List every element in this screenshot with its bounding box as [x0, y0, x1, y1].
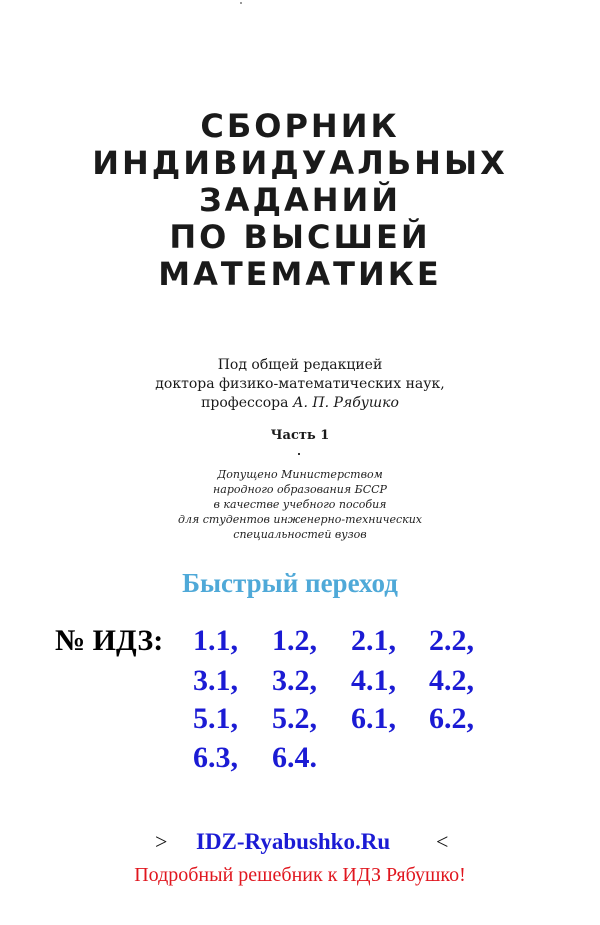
idz-link-6-2[interactable]: 6.2,	[429, 702, 474, 735]
editor-block	[0, 356, 600, 413]
right-arrow-icon: <	[436, 829, 449, 854]
approval-line: Допущено Министерством	[217, 468, 383, 481]
dot-mark	[298, 453, 300, 455]
part-label: Часть 1	[270, 428, 330, 443]
quick-nav-title: Быстрый переход	[182, 568, 398, 598]
idz-link-1-2[interactable]: 1.2,	[272, 624, 317, 657]
title-line: ЗАДАНИЙ	[198, 181, 402, 219]
idz-label: № ИДЗ:	[55, 624, 164, 657]
book-title	[0, 108, 600, 293]
idz-link-4-2[interactable]: 4.2,	[429, 664, 474, 697]
idz-link-6-1[interactable]: 6.1,	[351, 702, 396, 735]
editor-name: А. П. Рябушко	[292, 395, 399, 411]
title-line: МАТЕМАТИКЕ	[158, 255, 442, 293]
idz-link-6-3[interactable]: 6.3,	[193, 741, 238, 774]
editor-prefix: профессора	[201, 395, 293, 411]
title-line: ИНДИВИДУАЛЬНЫХ	[92, 144, 508, 182]
approval-line: специальностей вузов	[233, 528, 367, 541]
idz-link-1-1[interactable]: 1.1,	[193, 624, 238, 657]
idz-link-2-2[interactable]: 2.2,	[429, 624, 474, 657]
approval-line: народного образования БССР	[213, 483, 387, 496]
speck	[240, 2, 242, 4]
editor-line: Под общей редакцией	[217, 357, 383, 373]
idz-link-6-4[interactable]: 6.4.	[272, 741, 317, 774]
approval-line: в качестве учебного пособия	[213, 498, 387, 511]
left-arrow-icon: >	[155, 829, 168, 854]
idz-link-3-2[interactable]: 3.2,	[272, 664, 317, 697]
idz-link-5-2[interactable]: 5.2,	[272, 702, 317, 735]
idz-link-3-1[interactable]: 3.1,	[193, 664, 238, 697]
site-link[interactable]: IDZ-Ryabushko.Ru	[196, 829, 391, 854]
editor-line: доктора физико-математических наук,	[155, 376, 445, 392]
editor-line	[0, 394, 600, 413]
idz-link-2-1[interactable]: 2.1,	[351, 624, 396, 657]
approval-line: для студентов инженерно-технических	[178, 513, 422, 526]
title-line: СБОРНИК	[200, 107, 400, 145]
idz-link-4-1[interactable]: 4.1,	[351, 664, 396, 697]
approval-block	[0, 467, 600, 542]
title-line: ПО ВЫСШЕЙ	[169, 218, 431, 256]
tagline: Подробный решебник к ИДЗ Рябушко!	[134, 864, 466, 886]
idz-link-5-1[interactable]: 5.1,	[193, 702, 238, 735]
